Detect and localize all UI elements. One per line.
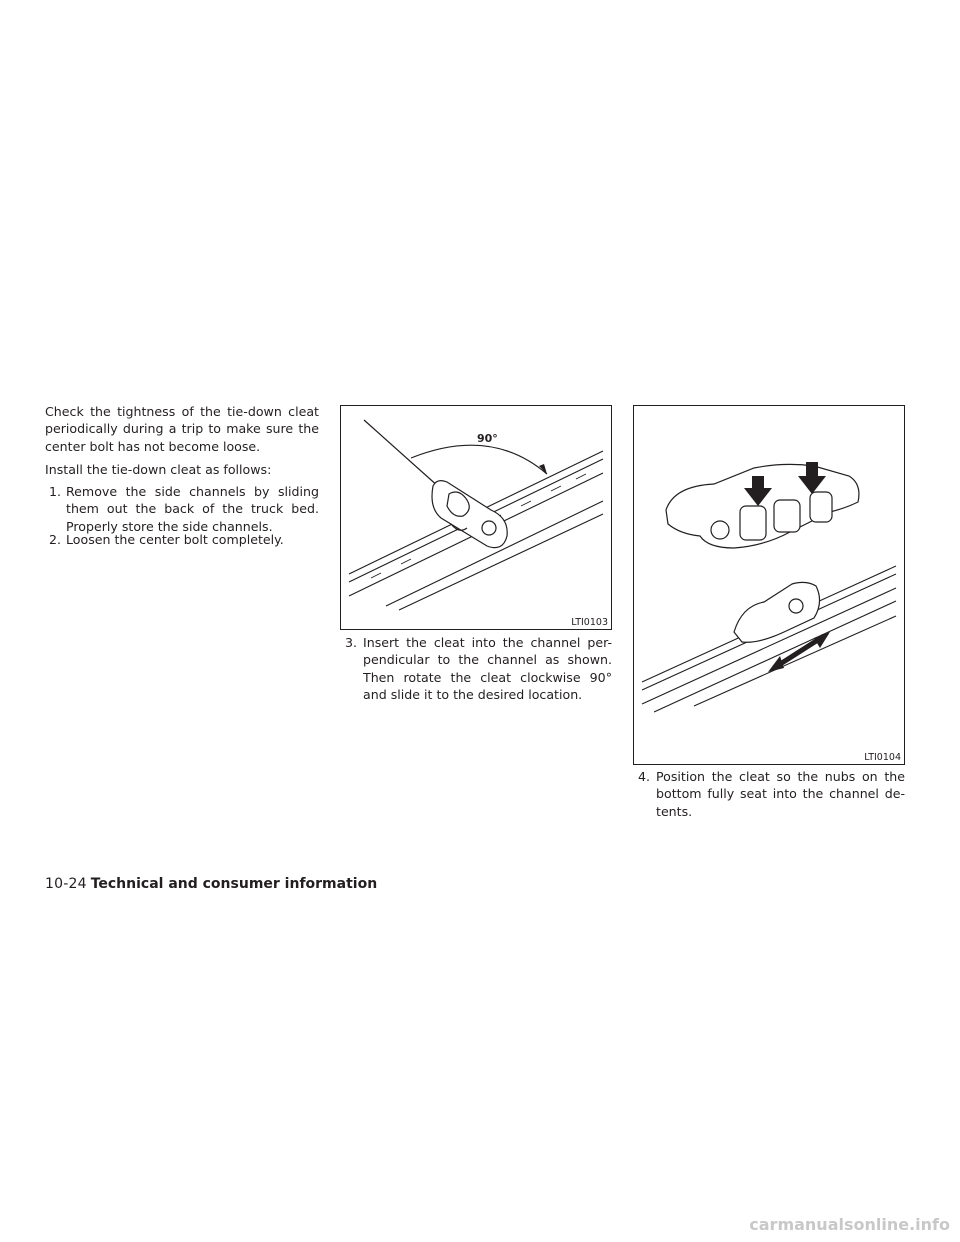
install-intro-paragraph: Install the tie-down cleat as follows: — [45, 462, 272, 477]
rotation-arc — [411, 445, 547, 474]
list-item-step-3 — [345, 634, 612, 704]
step-number: 3. — [345, 635, 358, 650]
watermark: carmanualsonline.info — [749, 1215, 950, 1234]
step-number: 2. — [49, 532, 62, 547]
step-text: Loosen the center bolt completely. — [66, 532, 284, 547]
cleat-in-channel — [734, 582, 820, 642]
step-text: Insert the cleat into the channel per-pendicular to the channel as shown. Then rotate the cleat clockwise 90° and slide it to the desired location. — [363, 635, 612, 702]
angle-label: 90° — [477, 432, 498, 445]
page-footer — [45, 876, 377, 892]
list-item-step-1 — [49, 483, 319, 537]
figure-code: LTI0103 — [571, 617, 608, 628]
figure-cleat-insert — [340, 405, 612, 630]
slide-double-arrow-icon — [768, 632, 830, 672]
section-title: Technical and consumer information — [90, 876, 378, 892]
cleat-insert-illustration — [341, 406, 611, 629]
tightness-paragraph: Check the tightness of the tie-down cleat periodically during a trip to make sure the center bolt has not become loose. — [45, 404, 319, 454]
step-number: 4. — [638, 769, 651, 784]
step-number: 1. — [49, 484, 62, 499]
figure-cleat-position — [633, 405, 905, 765]
list-item-step-2 — [49, 531, 319, 551]
cleat-position-illustration — [634, 406, 904, 764]
step-text: Remove the side channels by sliding them out the back of the truck bed. Properly store the side channels. — [66, 484, 319, 534]
page-number: 10-24 — [45, 876, 87, 892]
figure-code: LTI0104 — [864, 752, 901, 763]
list-item-step-4 — [638, 768, 905, 822]
step-text: Position the cleat so the nubs on the bottom fully seat into the channel de-tents. — [656, 769, 905, 819]
